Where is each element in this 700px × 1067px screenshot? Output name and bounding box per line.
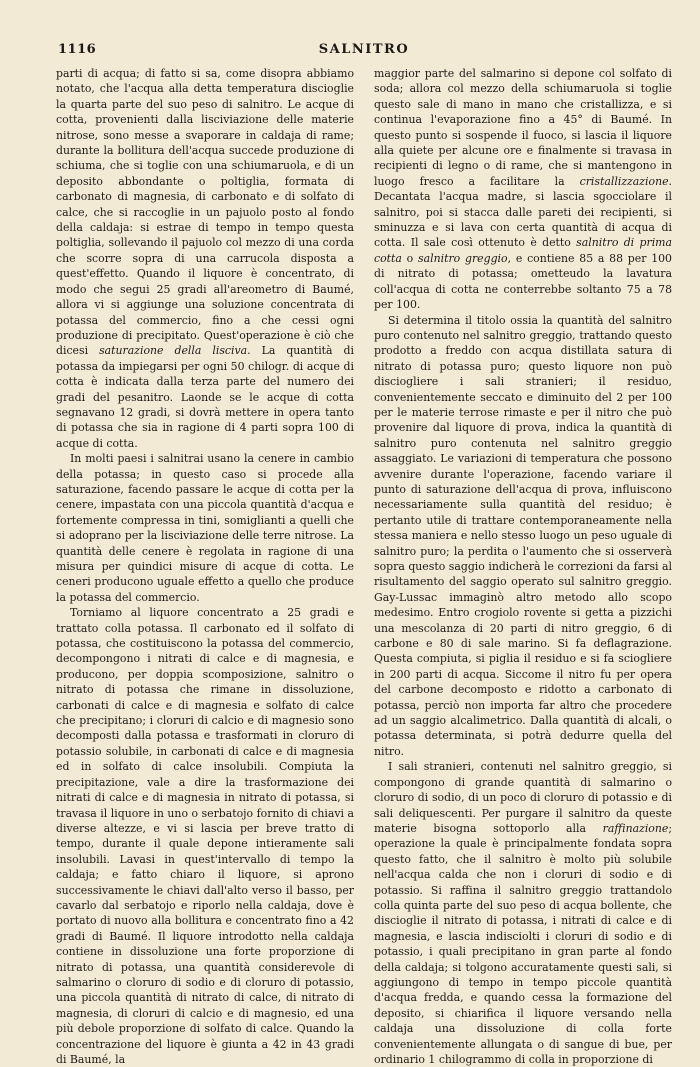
text-run: I sali stranieri, contenuti nel salnitro greggio, si compongono di grande quantità di salmarino o cloruro di sodio, di un poco di cloruro di potassio e di sali deliquescenti. Per purgare il salnitro da queste materie bisogna sottoporlo alla xyxy=(374,760,672,835)
text-run: maggior parte del salmarino si depone col solfato di soda; allora col mezzo della schiumaruola si toglie questo sale di mano in mano che cristallizza, e si continua l'evaporazione fino a 45° di Baumé. In questo punto si sospende il fuoco, si lascia il liquore alla quiete per alcune ore e finalmente si travasa in recipienti di legno o di rame, che si mantengono in luogo fresco a facilitare la xyxy=(374,67,672,188)
italic-term: raffinazione xyxy=(602,821,669,835)
italic-term: cristallizzazione xyxy=(579,174,669,188)
text-run: . La quantità di potassa da impiegarsi per ogni 50 chilogr. di acque di cotta è indicata dalla terza parte del numero dei gradi del pesanitro. Laonde se le acque di cotta segnavano 12 gradi, si dovrà mettere in opera tanto di potassa che sia in ragione di 4 parti sopra 100 di acque di cotta. xyxy=(56,344,354,450)
paragraph xyxy=(374,313,672,760)
text-run: o xyxy=(401,251,419,265)
text-run: Si determina il titolo ossia la quantità del salnitro puro contenuto nel salnitro greggio, trattando questo prodotto a freddo con acqua distillata satura di nitrato di potassa puro; questo liquore non può disciogliere i sali stranieri; il residuo, convenientemente seccato e diminuito del 2 per 100 per le materie terrose rimaste e per il nitro che può provenire dal liquore di prova, indica la quantità di salnitro puro contenuta nel salnitro greggio assaggiato. Le variazioni di temperatura che possono avvenire durante l'operazione, facendo variare il punto di saturazione dell'acqua di prova, influiscono necessariamente sulla quantità del residuo; è pertanto utile di trattare contemporaneamente nella stessa maniera e nello stesso luogo un peso uguale di salnitro puro; la perdita o l'aumento che si osserverà sopra questo saggio indicherà le correzioni da farsi al risultamento del saggio operato sul salnitro greggio. Gay-Lussac immaginò altro metodo allo scopo medesimo. Entro crogiolo rovente si getta a pizzichi una mescolanza di 20 parti di nitro greggio, 6 di carbone e 80 di sale marino. Si fa deflagrazione. Questa compiuta, si piglia il residuo e si fa sciogliere in 200 parti di acqua. Siccome il nitro fu per opera del carbone decomposto e ridotto a carbonato di potassa, perciò non importa far altro che procedere ad un saggio alcalimetrico. Dalla quantità di alcali, o potassa determinata, si potrà dedurre quella del nitro. xyxy=(374,313,672,758)
paragraph xyxy=(56,605,354,1067)
left-text-column xyxy=(56,66,354,1066)
text-run: In molti paesi i salnitrai usano la cenere in cambio della potassa; in questo caso si procede alla saturazione, facendo passare le acque di cotta per la cenere, impastata con una piccola quantità d'acqua e fortemente compressa in tini, somiglianti a quelli che si adoprano per la lisciviazione delle terre nitrose. La quantità delle cenere è regolata in ragione di una misura per quindici misure di acque di cotta. Le ceneri producono uguale effetto a quello che produce la potassa del commercio. xyxy=(56,452,354,604)
italic-term: saturazione della lisciva xyxy=(99,344,248,358)
running-title: SALNITRO xyxy=(318,42,410,57)
text-run: , e contiene 85 a 88 per 100 di nitrato di potassa; ometteudo la lavatura coll'acqua di cotta ne conterrebbe soltanto 75 a 78 per 100. xyxy=(374,251,672,312)
italic-term: salnitro di prima cotta xyxy=(374,236,672,265)
text-run: parti di acqua; di fatto si sa, come disopra abbiamo notato, che l'acqua alla detta temperatura discioglie la quarta parte del suo peso di salnitro. Le acque di cotta, provenienti dalla lisciviazione delle materie nitrose, sono messe a svaporare in caldaja di rame; durante la bollitura dell'acqua succede produzione di schiuma, che si toglie con una schiumaruola, e di un deposito abbondante o poltiglia, formata di carbonato di magnesia, di carbonato e di solfato di calce, che si raccoglie in un pajuolo posto al fondo della caldaja: si estrae di tempo in tempo questa poltiglia, sollevando il pajuolo col mezzo di una corda che scorre sopra di una carrucola disposta a quest'effetto. Quando il liquore è concentrato, di modo che segui 25 gradi all'areometro di Baumé, allora vi si aggiunge una soluzione concentrata di potassa del commercio, fino a che cessi ogni produzione di precipitato. Quest'operazione è ciò che dicesi xyxy=(56,67,354,358)
paragraph xyxy=(56,451,354,605)
right-text-column xyxy=(374,66,672,1066)
text-run: . Decantata l'acqua madre, si lascia sgocciolare il salnitro, poi si stacca dalle pareti dei recipienti, si sminuzza e si lava con certa quantità di acqua di cotta. Il sale così ottenuto è detto xyxy=(374,174,672,250)
paragraph xyxy=(374,759,672,1067)
column-gutter xyxy=(364,66,365,1016)
text-run: ; operazione la quale è principalmente fondata sopra questo fatto, che il salnitro è molto più solubile nell'acqua calda che non i cloruri di sodio e di potassio. Si raffina il salnitro greggio trattandolo colla quinta parte del suo peso di acqua bollente, che discioglie il nitrato di potassa, i nitrati di calce e di magnesia, e lascia indisciolti i cloruri di sodio e di potassio, i quali precipitano in gran parte al fondo della caldaja; si tolgono accuratamente questi sali, si aggiungono di tempo in tempo piccole quantità d'acqua fredda, e quando cessa la formazione del deposito, si chiarifica il liquore versando nella caldaja una dissoluzione di colla forte convenientemente allungata o di sangue di bue, per ordinario 1 chilogrammo di colla in proporzione di xyxy=(374,821,672,1066)
text-run: Torniamo al liquore concentrato a 25 gradi e trattato colla potassa. Il carbonato ed il solfato di potassa, che costituiscono la potassa del commercio, decompongono i nitrati di calce e di magnesia, e producono, per doppia scomposizione, salnitro o nitrato di potassa che rimane in dissoluzione, carbonati di calce e di magnesia e solfato di calce che precipitano; i cloruri di calcio e di magnesio sono decomposti dalla potassa e trasformati in cloruro di potassio solubile, in carbonati di calce e di magnesia ed in solfato di calce insolubili. Compiuta la precipitazione, vale a dire la trasformazione dei nitrati di calce e di magnesia in nitrato di potassa, si travasa il liquore in uno o serbatojo fornito di chiavi a diverse altezze, e vi si lascia per breve tratto di tempo, durante il quale depone intieramente sali insolubili. Lavasi in quest'intervallo di tempo la caldaja; e fatto chiaro il liquore, si aprono successivamente le chiavi dall'alto verso il basso, per cavarlo dal serbatojo e riporlo nella caldaja, dove è portato di nuovo alla bollitura e concentrato fino a 42 gradi di Baumé. Il liquore introdotto nella caldaja contiene in dissoluzione una forte proporzione di nitrato di potassa, una quantità considerevole di salmarino o cloruro di sodio e di cloruro di potassio, una piccola quantità di nitrato di calce, di nitrato di magnesia, di cloruri di calcio e di magnesio, ed una più debole proporzione di solfato di calce. Quando la concentrazione del liquore è giunta a 42 in 43 gradi di Baumé, la xyxy=(56,606,354,1066)
page-number: 1116 xyxy=(58,42,97,57)
paragraph xyxy=(56,66,354,451)
page-header xyxy=(58,42,670,60)
italic-term: salnitro greggio xyxy=(418,251,508,265)
paragraph xyxy=(374,66,672,313)
